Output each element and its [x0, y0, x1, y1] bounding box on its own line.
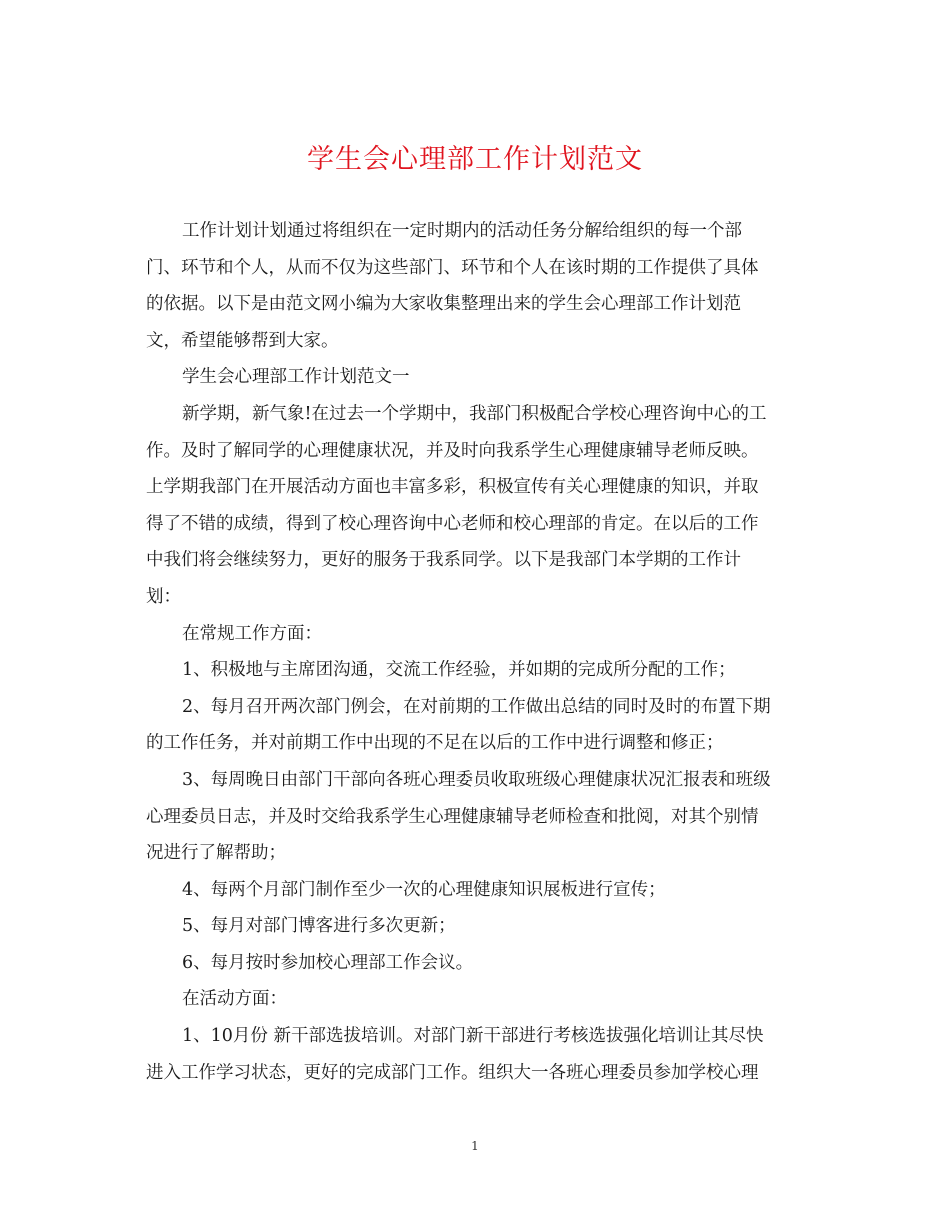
paragraph-line: 划：	[146, 586, 181, 607]
paragraph-line: 工作计划计划通过将组织在一定时期内的活动任务分解给组织的每一个部	[182, 221, 742, 241]
list-item-continuation: 心理委员日志，并及时交给我系学生心理健康辅导老师检查和批阅，对其个别情	[146, 806, 759, 827]
paragraph-line: 的依据。以下是由范文网小编为大家收集整理出来的学生会心理部工作计划范	[146, 294, 741, 315]
document-body	[146, 213, 810, 1091]
section-heading: 学生会心理部工作计划范文一	[182, 367, 410, 388]
list-item-continuation: 进入工作学习状态，更好的完成部门工作。组织大一各班心理委员参加学校心理	[146, 1062, 759, 1083]
paragraph-line: 得了不错的成绩，得到了校心理咨询中心老师和校心理部的肯定。在以后的工作	[146, 513, 759, 534]
page-number: 1	[471, 1139, 479, 1153]
subsection-heading: 在活动方面：	[182, 989, 287, 1010]
subsection-heading: 在常规工作方面：	[182, 623, 322, 644]
list-item: 4、每两个月部门制作至少一次的心理健康知识展板进行宣传；	[182, 879, 666, 900]
list-item: 5、每月对部门博客进行多次更新；	[182, 916, 456, 937]
paragraph-line: 门、环节和个人，从而不仅为这些部门、环节和个人在该时期的工作提供了具体	[146, 257, 759, 278]
paragraph-line: 作。及时了解同学的心理健康状况，并及时向我系学生心理健康辅导老师反映。	[146, 440, 759, 461]
document-title: 学生会心理部工作计划范文	[307, 144, 643, 175]
list-item: 6、每月按时参加校心理部工作会议。	[182, 952, 474, 973]
list-item-continuation: 况进行了解帮助；	[146, 843, 286, 864]
list-item: 3、每周晚日由部门干部向各班心理委员收取班级心理健康状况汇报表和班级	[182, 769, 771, 790]
list-item: 1、10月份 新干部选拔培训。对部门新干部进行考核选拔强化培训让其尽快	[182, 1026, 764, 1047]
paragraph-line: 中我们将会继续努力，更好的服务于我系同学。以下是我部门本学期的工作计	[146, 550, 741, 571]
paragraph-line: 新学期，新气象!在过去一个学期中，我部门积极配合学校心理咨询中心的工	[182, 403, 767, 424]
list-item: 1、积极地与主席团沟通，交流工作经验，并如期的完成所分配的工作；	[182, 660, 736, 681]
paragraph-line: 上学期我部门在开展活动方面也丰富多彩，积极宣传有关心理健康的知识，并取	[146, 477, 759, 498]
list-item: 2、每月召开两次部门例会，在对前期的工作做出总结的同时及时的布置下期	[182, 696, 771, 717]
list-item-continuation: 的工作任务，并对前期工作中出现的不足在以后的工作中进行调整和修正；	[146, 733, 724, 754]
paragraph-line: 文，希望能够帮到大家。	[146, 330, 339, 351]
